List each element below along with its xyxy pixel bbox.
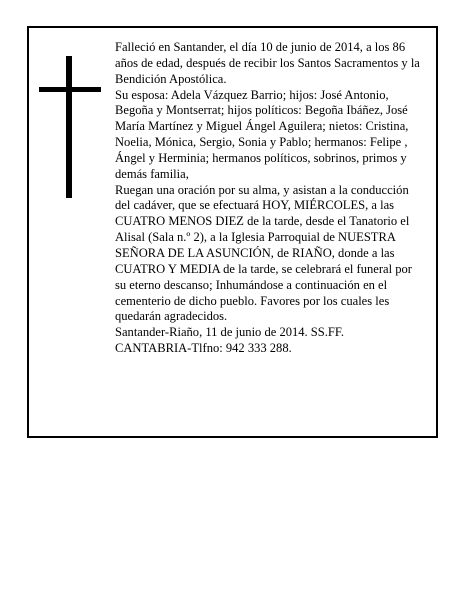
family-list: Su esposa: Adela Vázquez Barrio; hijos: José Antonio, Begoña y Montserrat; hijos políticos: Begoña Ibáñez, José María Martínez y Miguel Ángel Aguilera; nietos: Cristina, Noelia, Mónica, Sergio, Sonia y Pablo; hermanos: Felipe , Ángel y Herminia; hermanos políticos, sobrinos, primos y demás familia, [115,87,409,181]
funeral-details: Ruegan una oración por su alma, y asistan a la conducción del cadáver, que se efectuará HOY, MIÉRCOLES, a las CUATRO MENOS DIEZ de la tarde, desde el Tanatorio el Alisal (Sala n.º 2), a la Iglesia Parroquial de NUESTRA SEÑORA DE LA ASUNCIÓN, de RIAÑO, donde a las CUATRO Y MEDIA de la tarde, se celebrará el funeral por su eterno descanso; Inhumándose a continuación en el cementerio de dicho pueblo. Favores por los cuales les quedarán agradecidos. [115,182,412,324]
place-date-contact: Santander-Riaño, 11 de junio de 2014. SS.FF. CANTABRIA-Tlfno: 942 333 288. [115,325,344,356]
cross-icon [39,56,101,198]
cross-horizontal-bar [39,87,101,92]
death-announcement: Falleció en Santander, el día 10 de junio de 2014, a los 86 años de edad, después de recibir los Santos Sacramentos y la Bendición Apostólica. [115,40,420,86]
notice-text [115,40,423,357]
obituary-notice [27,26,438,438]
cross-vertical-bar [66,56,72,198]
